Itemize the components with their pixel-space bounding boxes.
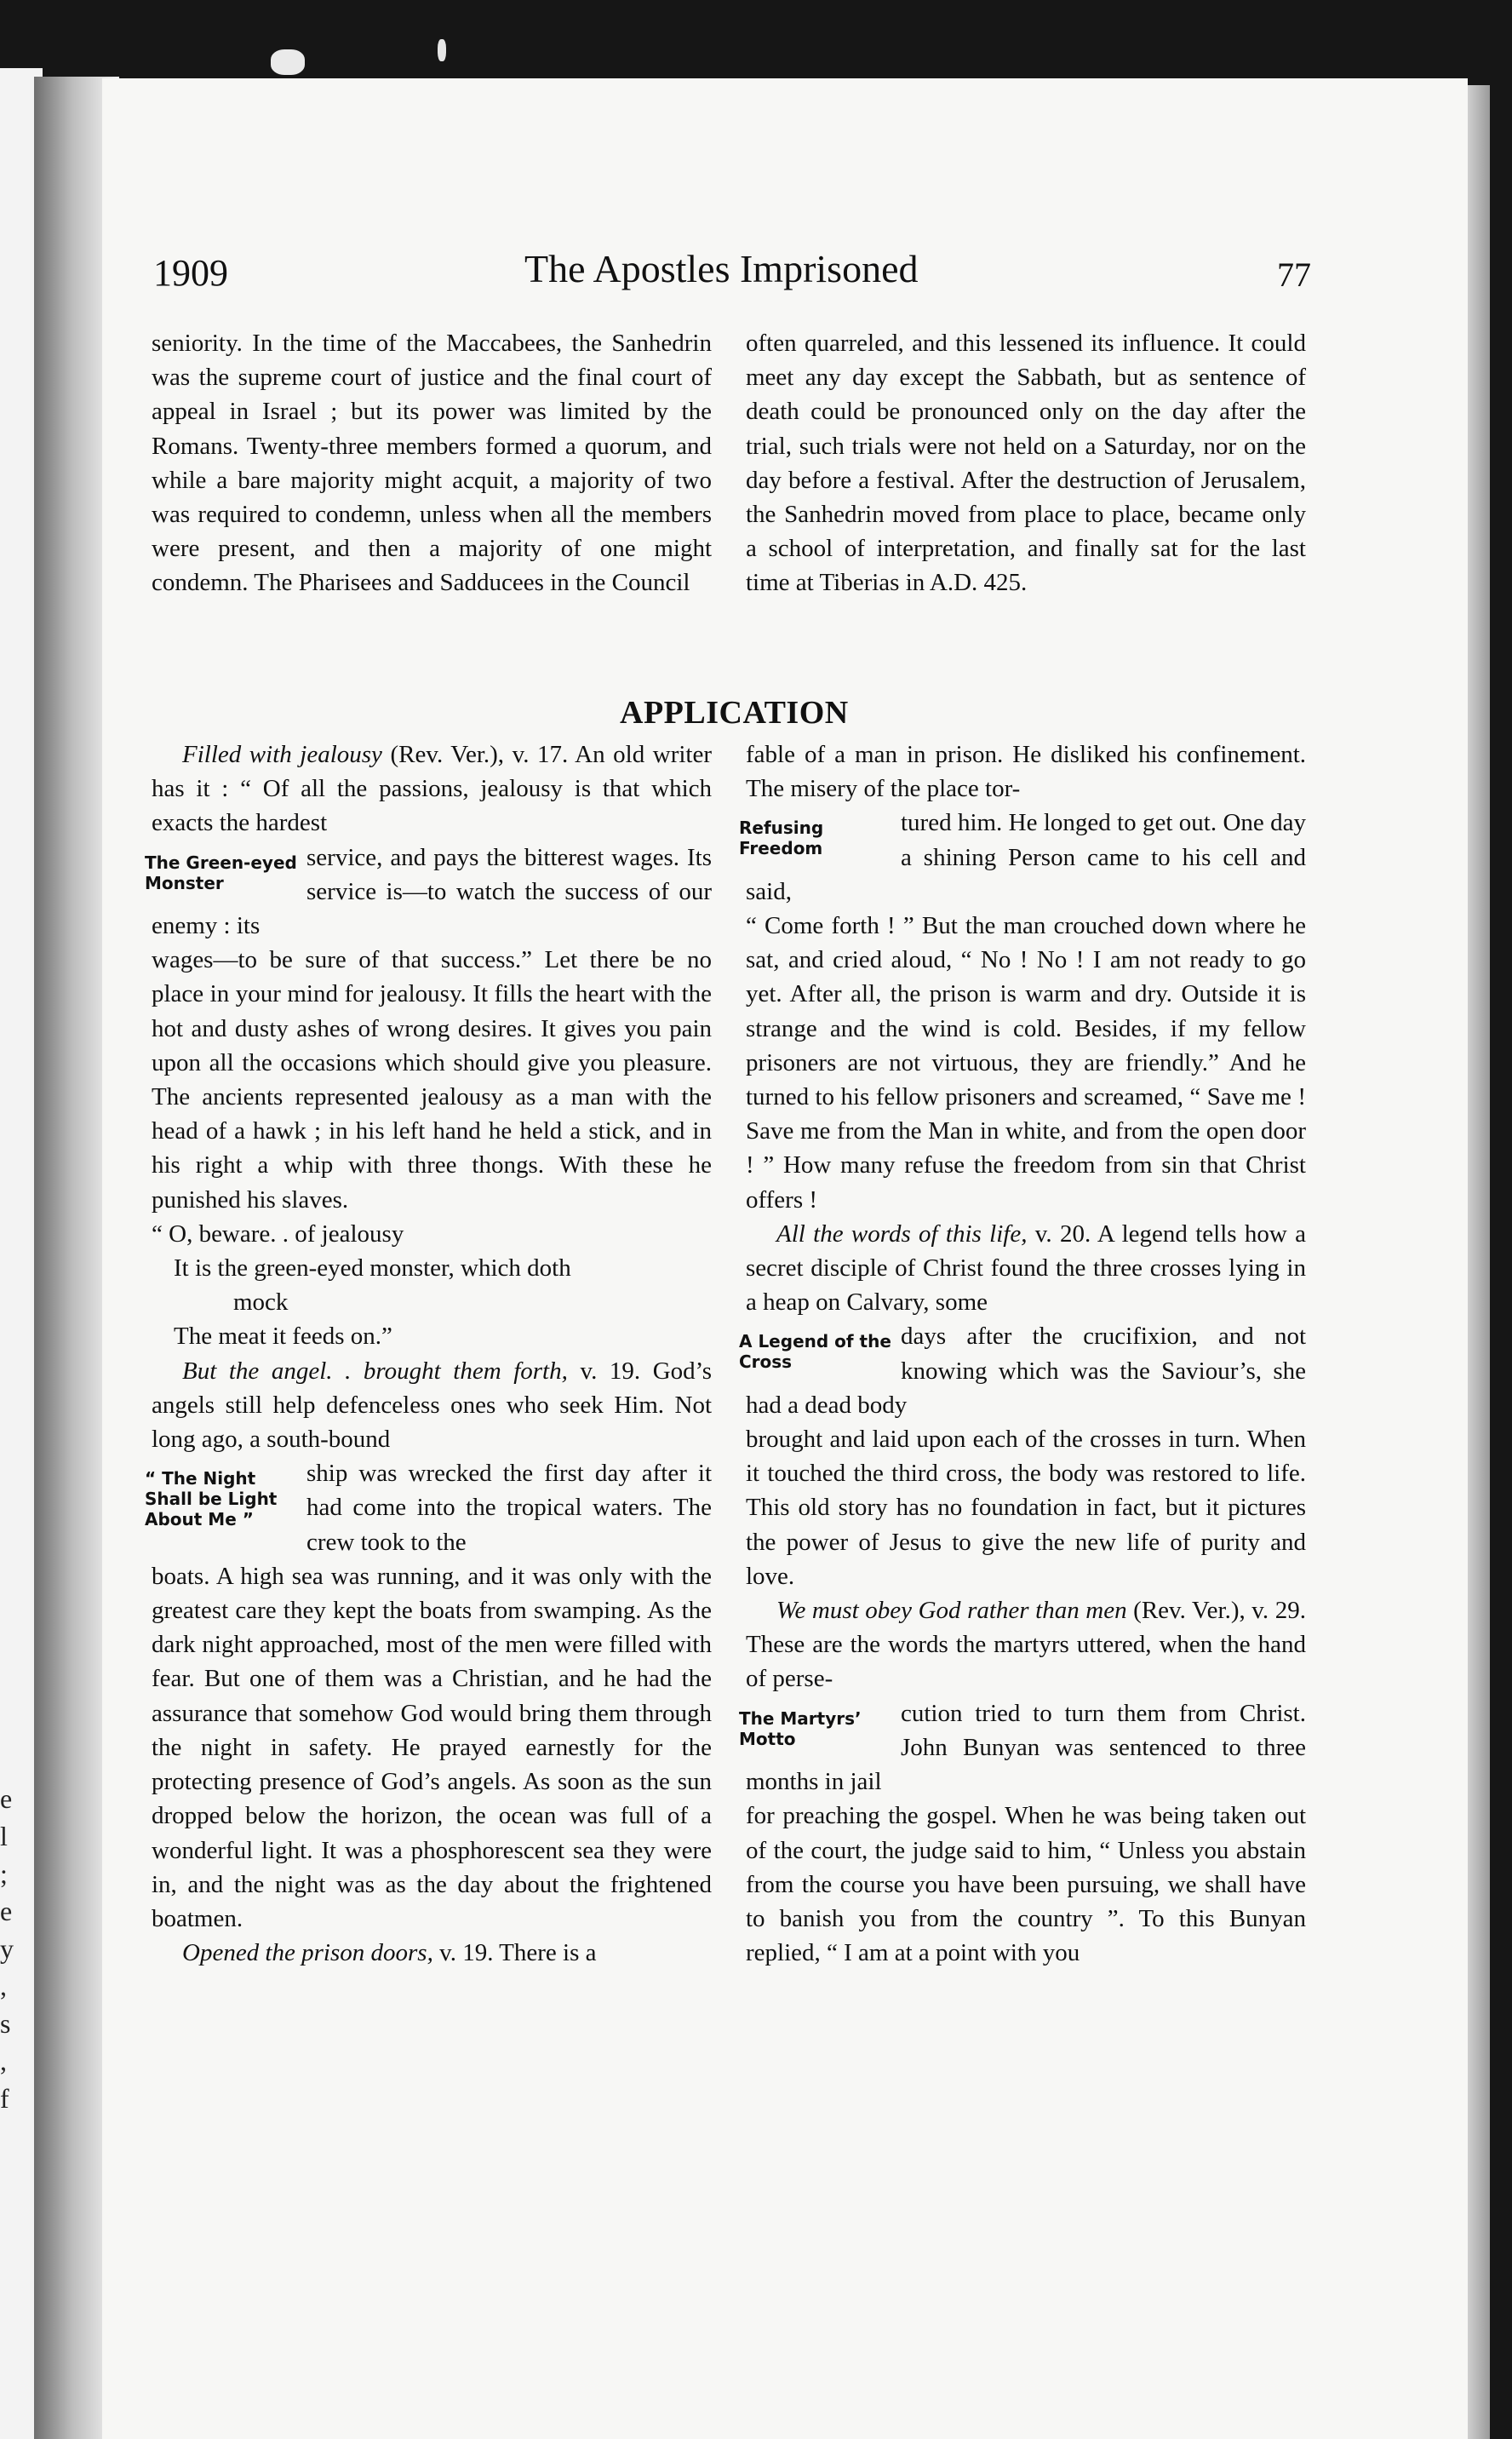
paragraph: wages—to be sure of that success.” Let there be no place in your mind for jealousy. It fills the heart with the hot and dusty ashes of wrong desires. It gives you pain upon all the occasions which should give you pleasure. The ancients represented jealousy as a man with the head of a hawk ; in his left hand he held a stick, and in his right a whip with three thongs. With these he punished his slaves. — [152, 946, 712, 1214]
facing-page-fragments: e l ; e y , s , f — [0, 1783, 14, 2114]
paragraph: We must obey God rather than men (Rev. Ver.), v. 29. These are the words the martyrs uttered, when the hand of perse- — [746, 1597, 1306, 1693]
section-heading: APPLICATION — [620, 695, 849, 731]
paragraph: for preaching the gospel. When he was being taken out of the court, the judge said to him, “ Unless you abstain from the course you have been pursuing, we shall have to banish you from the country ”. To this Bunyan replied, “ I am at a point with you — [746, 1802, 1306, 1967]
paragraph: All the words of this life, v. 20. A legend tells how a secret disciple of Christ found the three crosses lying in a heap on Calvary, some — [746, 1220, 1306, 1317]
paragraph: days after the crucifixion, and not knowing which was the Saviour’s, she had a dead body — [746, 1323, 1306, 1419]
sidenote-martyrs-motto: The Martyrs’ Motto — [739, 1707, 862, 1749]
paragraph: fable of a man in prison. He disliked his confinement. The misery of the place tor- — [746, 741, 1306, 803]
header-title: The Apostles Imprisoned — [524, 247, 919, 290]
paragraph: Opened the prison doors, v. 19. There is a — [182, 1939, 597, 1967]
top-left-column — [152, 326, 712, 600]
paragraph: “ Come forth ! ” But the man crouched down where he sat, and cried aloud, “ No ! No ! I am not ready to go yet. After all, the prison is warm and dry. Outside it is strange and the wind is cold. Besides, if my fellow prisoners are not virtuous, they are friendly.” And he turned to his fellow prisoners and screamed, “ Save me ! Save me from the Man in white, and from the open door ! ” How many refuse the freedom from sin that Christ offers ! — [746, 912, 1306, 1214]
paragraph: Filled with jealousy (Rev. Ver.), v. 17. An old writer has it : “ Of all the passions, jealousy is that which exacts the hardest — [152, 741, 712, 837]
paragraph: cution tried to turn them from Christ. John Bunyan was sentenced to three months in jail — [746, 1699, 1306, 1796]
sidenote-night-light: “ The Night Shall be Light About Me ” — [145, 1468, 278, 1530]
application-left-column — [145, 737, 713, 1970]
sidenote-refusing-freedom: Refusing Freedom — [739, 818, 824, 859]
paragraph: tured him. He longed to get out. One day a shining Person came to his cell and said, — [746, 809, 1306, 905]
page-stack-edge — [1468, 85, 1490, 2439]
scripture-quote: But the angel. . brought them forth, — [182, 1357, 568, 1385]
scripture-quote: Opened the prison doors, — [182, 1939, 433, 1967]
top-right-column — [746, 326, 1306, 600]
sidenote-legend-of-cross: A Legend of the Cross — [739, 1331, 891, 1373]
paragraph: seniority. In the time of the Maccabees, the Sanhedrin was the supreme court of justice and the final court of appeal in Israel ; but its power was limited by the Romans. Twenty-three members formed a quorum, and while a bare majority might acquit, a majority of two was required to condemn, unless when all the members were present, and then a majority of one might condemn. The Pharisees and Sadducees in the Council — [152, 330, 712, 597]
poem-quote: “ O, beware. . of jealousy It is the green-eyed monster, which doth mock The meat it feeds on.” — [152, 1220, 571, 1351]
paragraph: But the angel. . brought them forth, v. 19. God’s angels still help defenceless ones who seek Him. Not long ago, a south-bound — [152, 1357, 713, 1454]
paragraph: brought and laid upon each of the crosses in turn. When it touched the third cross, the body was restored to life. This old story has no foundation in fact, but it pictures the power of Jesus to give the new life of purity and love. — [746, 1426, 1306, 1590]
scripture-quote: We must obey God rather than men — [776, 1597, 1127, 1625]
paragraph: ship was wrecked the first day after it had come into the tropical waters. The crew took to the — [306, 1460, 712, 1556]
page-number: 77 — [1277, 255, 1311, 294]
header-year: 1909 — [153, 252, 228, 294]
ink-mark — [438, 39, 446, 61]
scripture-quote: Filled with jealousy — [182, 741, 382, 768]
sidenote-green-eyed-monster: The Green-eyed Monster — [145, 852, 297, 893]
paragraph: boats. A high sea was running, and it was only with the greatest care they kept the boats from swamping. As the dark night approached, most of the men were filled with fear. But one of them was a Christian, and he had the assurance that somehow God would bring them through the night in safety. He prayed earnestly for the protecting presence of God’s angels. As soon as the sun dropped below the horizon, the ocean was full of a wonderful light. It was a phosphorescent sea they were in, and the night was as the day about the frightened boatmen. — [152, 1562, 712, 1932]
paragraph: often quarreled, and this lessened its influence. It could meet any day except the Sabbath, but as sentence of death could be pronounced only on the day after the trial, such trials were not held on a Saturday, nor on the day before a festival. After the destruction of Jerusalem, the Sanhedrin moved from place to place, became only a school of interpretation, and finally sat for the last time at Tiberias in A.D. 425. — [746, 330, 1306, 597]
application-right-column — [739, 737, 1306, 1970]
running-header — [153, 247, 1311, 302]
scripture-quote: All the words of this life, — [776, 1220, 1028, 1248]
paragraph: service, and pays the bitterest wages. Its service is—to watch the success of our enemy : its — [152, 843, 712, 940]
paper-scrap — [271, 49, 305, 75]
